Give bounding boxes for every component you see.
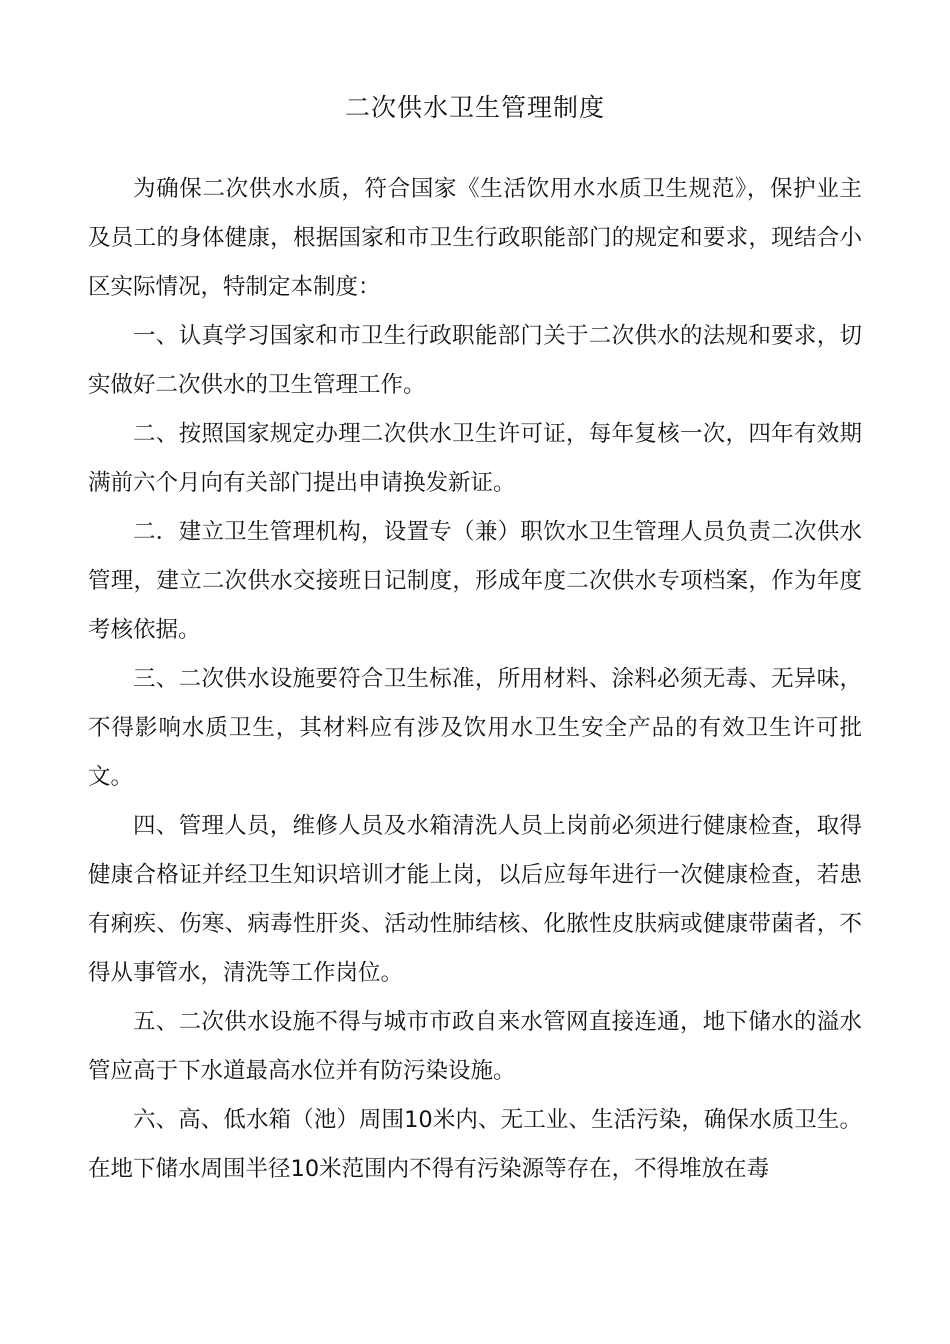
- paragraph-5: 四、管理人员，维修人员及水箱清洗人员上岗前必须进行健康检查，取得健康合格证并经卫生知识培训才能上岗，以后应每年进行一次健康检查，若患有痢疾、伤寒、病毒性肝炎、活动性肺结核、化脓性皮肤病或健康带菌者，不得从事管水，清洗等工作岗位。: [88, 813, 862, 986]
- paragraph-6: 五、二次供水设施不得与城市市政自来水管网直接连通，地下储水的溢水管应高于下水道最高水位并有防污染设施。: [88, 1009, 862, 1084]
- document-title: 二次供水卫生管理制度: [344, 93, 605, 122]
- paragraph-4: 三、二次供水设施要符合卫生标准，所用材料、涂料必须无毒、无异味，不得影响水质卫生，其材料应有涉及饮用水卫生安全产品的有效卫生许可批文。: [88, 666, 862, 790]
- intro-paragraph: 为确保二次供水水质，符合国家《生活饮用水水质卫生规范》，保护业主及员工的身体健康，根据国家和市卫生行政职能部门的规定和要求，现结合小区实际情况，特制定本制度：: [88, 176, 862, 300]
- paragraph-2: 二、按照国家规定办理二次供水卫生许可证，每年复核一次，四年有效期满前六个月向有关部门提出申请换发新证。: [88, 421, 862, 496]
- paragraph-1: 一、认真学习国家和市卫生行政职能部门关于二次供水的法规和要求，切实做好二次供水的卫生管理工作。: [88, 323, 862, 398]
- paragraph-7: 六、高、低水箱（池）周围10米内、无工业、生活污染，确保水质卫生。在地下储水周围半径10米范围内不得有污染源等存在，不得堆放在毒: [88, 1107, 862, 1182]
- paragraph-3: 二．建立卫生管理机构，设置专（兼）职饮水卫生管理人员负责二次供水管理，建立二次供水交接班日记制度，形成年度二次供水专项档案，作为年度考核依据。: [88, 519, 862, 643]
- document-body: [88, 165, 862, 1194]
